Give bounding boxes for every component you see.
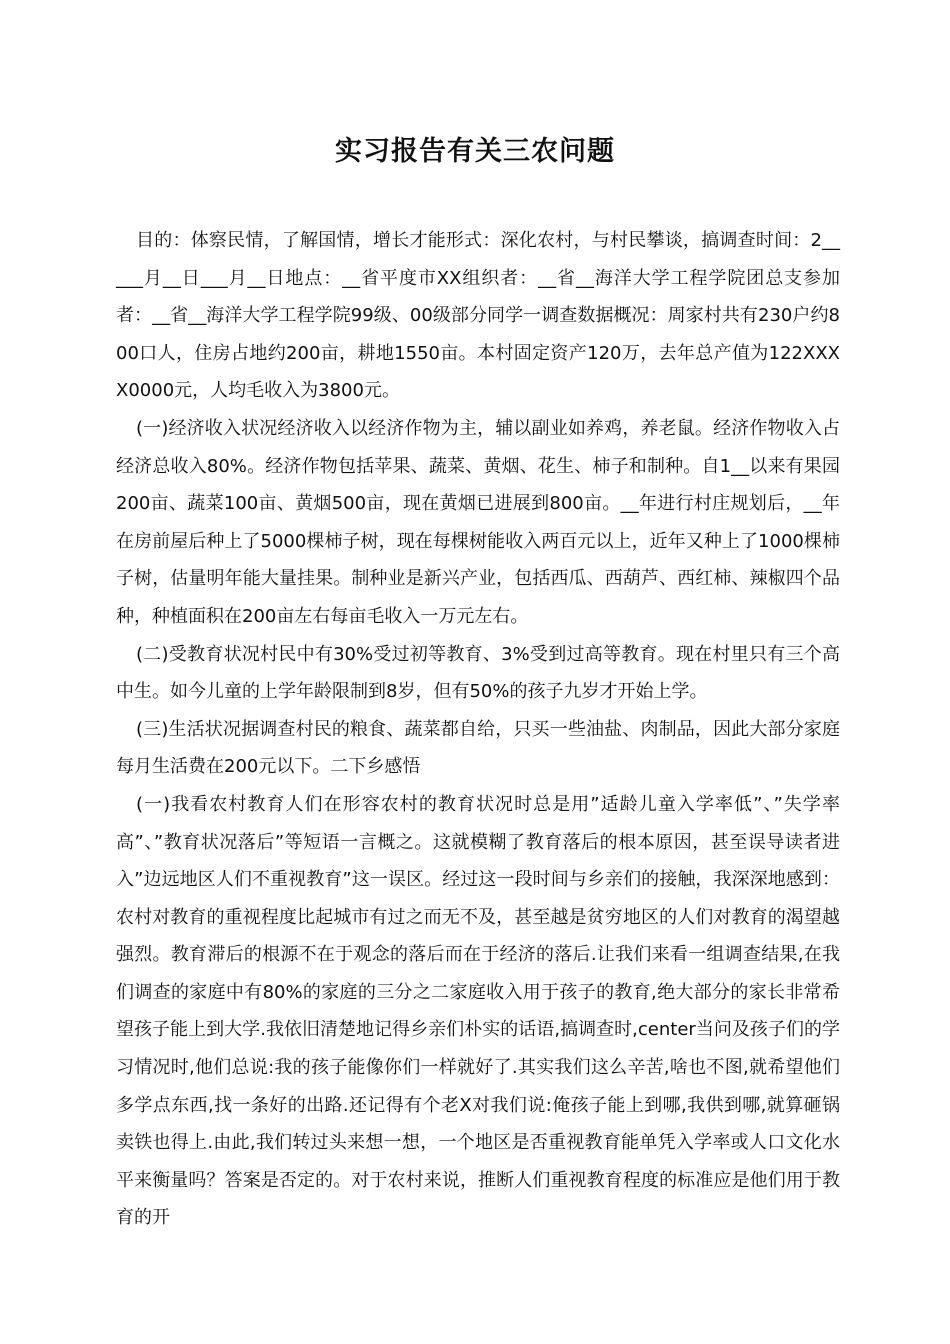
paragraph-rural-education: (一)我看农村教育人们在形容农村的教育状况时总是用”适龄儿童入学率低”、”失学率高”、”教育状况落后”等短语一言概之。这就模糊了教育落后的根本原因，甚至误导读者进入”边远地区人们不重视教育”这一误区。经过这一段时间与乡亲们的接触，我深深地感到：农村对教育的重视程度比起城市有过之而无不及，甚至越是贫穷地区的人们对教育的渴望越强烈。教育滞后的根源不在于观念的落后而在于经济的落后.让我们来看一组调查结果,在我们调查的家庭中有80%的家庭的三分之二家庭收入用于孩子的教育,绝大部分的家长非常希望孩子能上到大学.我依旧清楚地记得乡亲们朴实的话语,搞调查时,center当问及孩子们的学习情况时,他们总说:我的孩子能像你们一样就好了.其实我们这么辛苦,啥也不图,就希望他们多学点东西,找一条好的出路.还记得有个老X对我们说:俺孩子能上到哪,我供到哪,就算砸锅卖铁也得上.由此,我们转过头来想一想，一个地区是否重视教育能单凭入学率或人口文化水平来衡量吗？答案是否定的。对于农村来说，推断人们重视教育程度的标准应是他们用于教育的开 [116, 793, 840, 1229]
document-body [116, 222, 840, 1237]
paragraph-economic-income: (一)经济收入状况经济收入以经济作物为主，辅以副业如养鸡，养老鼠。经济作物收入占经济总收入80%。经济作物包括苹果、蔬菜、黄烟、花生、柿子和制种。自1__以来有果园200亩、蔬菜100亩、黄烟500亩，现在黄烟已进展到800亩。__年进行村庄规划后，__年在房前屋后种上了5000棵柿子树，现在每棵树能收入两百元以上，近年又种上了1000棵柿子树，估量明年能大量挂果。制种业是新兴产业，包括西瓜、西葫芦、西红柿、辣椒四个品种，种植面积在200亩左右每亩毛收入一万元左右。 [116, 417, 840, 627]
document-title: 实习报告有关三农问题 [335, 136, 615, 167]
paragraph-purpose: 目的：体察民情，了解国情，增长才能形式：深化农村，与村民攀谈，搞调查时间：2_____月__日___月__日地点：__省平度市XX组织者：__省__海洋大学工程学院团总支参加者：__省__海洋大学工程学院99级、00级部分同学一调查数据概况：周家村共有230户约800口人，住房占地约200亩，耕地1550亩。本村固定资产120万，去年总产值为122XXXX0000元，人均毛收入为3800元。 [116, 230, 840, 402]
paragraph-education-status: (二)受教育状况村民中有30%受过初等教育、3%受到过高等教育。现在村里只有三个高中生。如今儿童的上学年龄限制到8岁，但有50%的孩子九岁才开始上学。 [116, 643, 840, 703]
paragraph-living-conditions: (三)生活状况据调查村民的粮食、蔬菜都自给，只买一些油盐、肉制品，因此大部分家庭每月生活费在200元以下。二下乡感悟 [116, 718, 840, 778]
